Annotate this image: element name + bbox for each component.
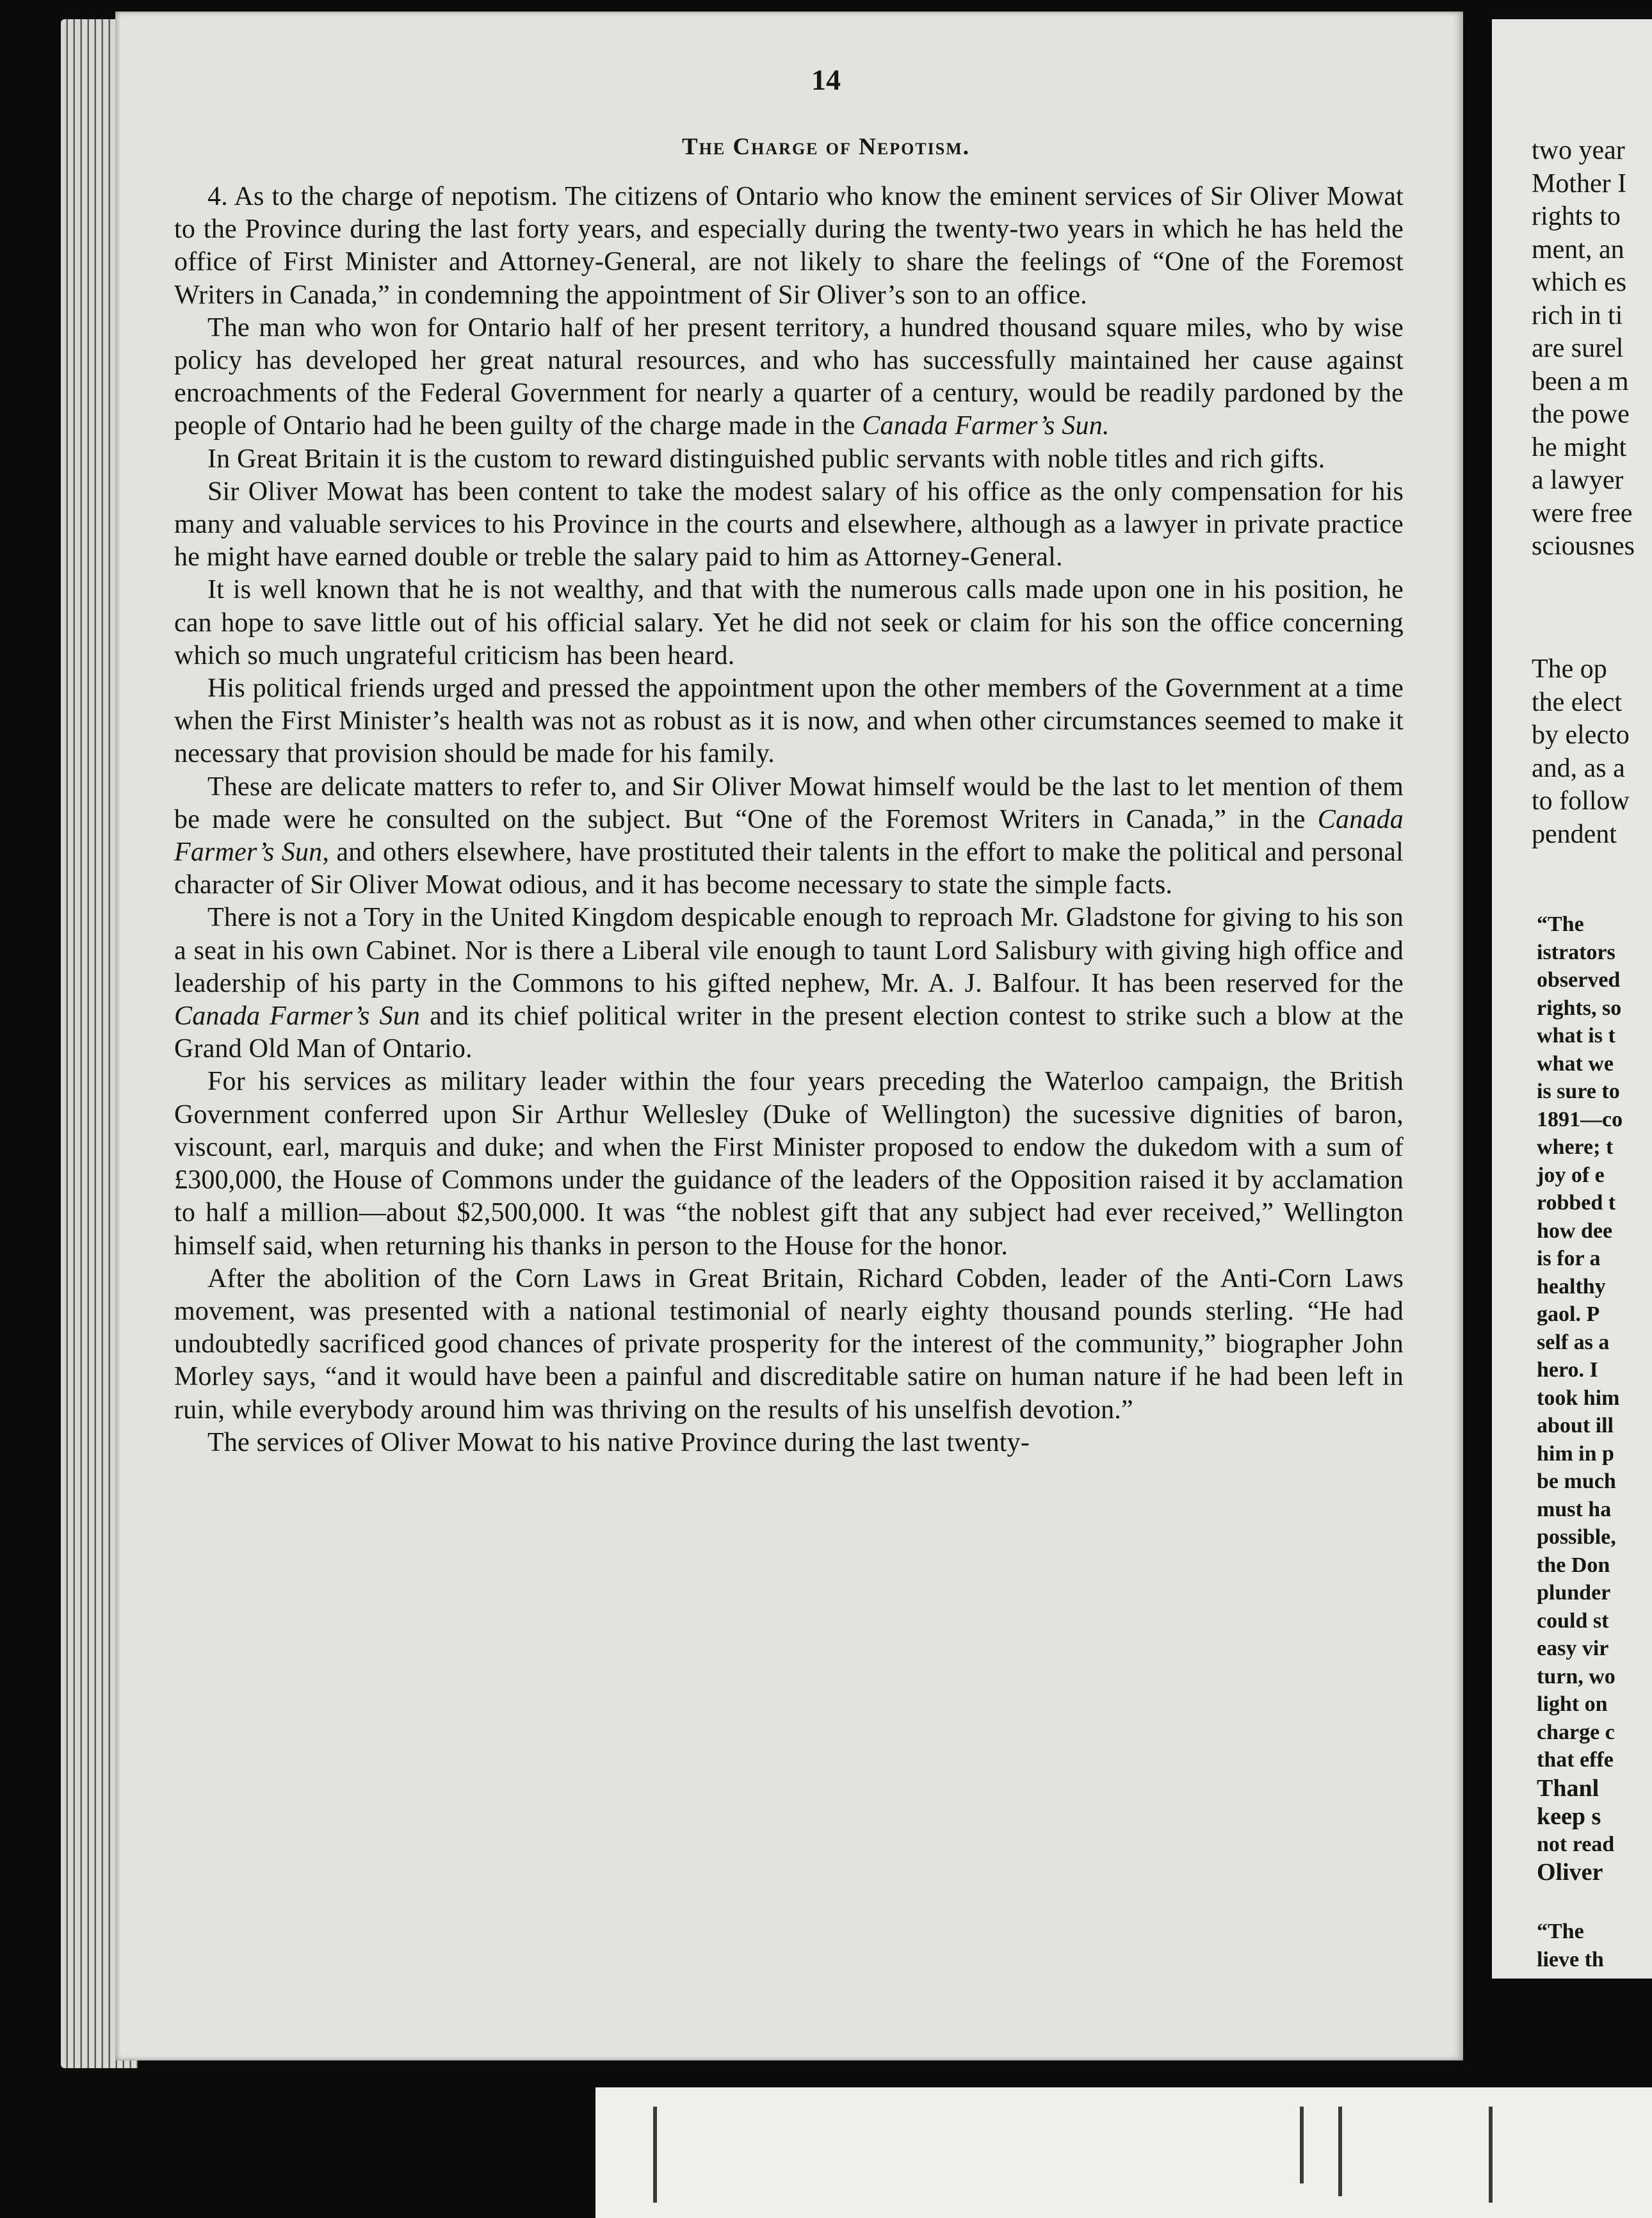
facing-line: him in p: [1537, 1441, 1614, 1466]
facing-line: lieve th: [1537, 1947, 1604, 1971]
facing-line: “The: [1537, 1920, 1584, 1943]
scan-mark: [653, 2107, 657, 2203]
scan-mark: [1300, 2107, 1304, 2183]
facing-line: “The: [1537, 912, 1584, 936]
facing-page-block-1: [1532, 134, 1652, 563]
facing-line: two year: [1532, 136, 1625, 165]
facing-line: sciousnes: [1532, 531, 1635, 561]
facing-line: The op: [1532, 654, 1607, 684]
facing-line: hero. I: [1537, 1358, 1598, 1382]
facing-line: observed: [1537, 968, 1621, 992]
facing-line: and, as a: [1532, 753, 1625, 783]
facing-line: turn, wo: [1537, 1664, 1616, 1688]
facing-line: that effe: [1537, 1748, 1614, 1772]
body-text: [174, 181, 1404, 1459]
facing-page-block-3: [1537, 911, 1652, 1774]
paragraph: Sir Oliver Mowat has been content to take the modest salary of his office as the only compensation for his many and valuable services to his Province in the courts and elsewhere, although as a lawyer in private practice he might have earned double or treble the salary paid to him as Attorney-General.: [174, 476, 1404, 572]
facing-page-block-5: [1537, 1918, 1652, 1973]
facing-line: been a m: [1532, 366, 1629, 396]
facing-line: gaol. P: [1537, 1302, 1600, 1326]
facing-line: pendent: [1532, 819, 1617, 849]
facing-line: robbed t: [1537, 1191, 1616, 1215]
facing-line: could st: [1537, 1608, 1609, 1633]
paragraph: These are delicate matters to refer to, and Sir Oliver Mowat himself would be the last to let mention of them be made were he consulted on the subject. But “One of the Foremost Writers in Canada,” in the Canada Farmer’s Sun, and others elsewhere, have prostituted their talents in the effort to make the political and personal character of Sir Oliver Mowat odious, and it has become necessary to state the simple facts.: [174, 772, 1404, 900]
facing-line: must ha: [1537, 1497, 1612, 1521]
facing-line: ment, an: [1532, 234, 1624, 264]
facing-line: rights to: [1532, 202, 1621, 231]
facing-line: is for a: [1537, 1247, 1601, 1270]
facing-line: Mother I: [1532, 168, 1627, 198]
facing-line: took him: [1537, 1386, 1620, 1410]
facing-line: are surel: [1532, 334, 1624, 363]
facing-line: light on: [1537, 1692, 1608, 1716]
page-number: 14: [811, 63, 841, 96]
paragraph: It is well known that he is not wealthy, and that with the numerous calls made upon one in his position, he can hope to save little out of his official salary. Yet he did not seek or claim for his son the office concerning which so much ungrateful criticism has been heard.: [174, 575, 1404, 670]
facing-page-block-4: [1537, 1775, 1652, 1886]
facing-line: he might: [1532, 432, 1627, 462]
facing-line: is sure to: [1537, 1080, 1620, 1103]
paragraph: The man who won for Ontario half of her present territory, a hundred thousand square miles, who by wise policy has developed her great natural resources, and who has successfully maintained her cause against encroachments of the Federal Government for nearly a quarter of a century, would be readily pardoned by the people of Ontario had he been guilty of the charge made in the Canada Farmer’s Sun.: [174, 312, 1404, 441]
facing-line: Thanl: [1537, 1775, 1599, 1802]
section-title: The Charge of Nepotism.: [681, 134, 971, 160]
facing-line: where; t: [1537, 1135, 1614, 1159]
paragraph: His political friends urged and pressed the appointment upon the other members of the Government at a time when the First Minister’s health was not as robust as it is now, and when other circumstances seemed to make it necessary that provision should be made for his family.: [174, 674, 1404, 769]
facing-line: what is t: [1537, 1024, 1616, 1048]
bottom-page-strip: [595, 2087, 1652, 2218]
scan-mark: [1338, 2107, 1342, 2196]
facing-line: easy vir: [1537, 1637, 1609, 1660]
facing-line: rights, so: [1537, 996, 1622, 1020]
facing-line: keep s: [1537, 1802, 1601, 1830]
facing-line: the powe: [1532, 400, 1630, 429]
facing-line: 1891—co: [1537, 1107, 1623, 1131]
paragraph: In Great Britain it is the custom to reward distinguished public servants with noble titles and rich gifts.: [207, 444, 1325, 474]
facing-line: to follow: [1532, 786, 1630, 816]
facing-line: plunder: [1537, 1581, 1611, 1605]
facing-line: rich in ti: [1532, 300, 1623, 330]
facing-line: possible,: [1537, 1525, 1616, 1549]
facing-line: Oliver: [1537, 1858, 1603, 1886]
paragraph: For his services as military leader within the four years preceding the Waterloo campaign, the British Government conferred upon Sir Arthur Wellesley (Duke of Wellington) the sucessive dignities of baron, viscount, earl, marquis and duke; and when the First Minister proposed to endow the dukedom with a sum of £300,000, the House of Commons under the guidance of the leaders of the Opposition raised it by acclamation to half a million—about $2,500,000. It was “the noblest gift that any subject had ever received,” Wellington himself said, when returning his thanks in person to the House for the honor.: [174, 1067, 1404, 1261]
scan-mark: [1489, 2107, 1493, 2203]
facing-line: were free: [1532, 498, 1633, 528]
facing-line: about ill: [1537, 1414, 1614, 1437]
facing-line: charge c: [1537, 1720, 1615, 1744]
paragraph: There is not a Tory in the United Kingdom despicable enough to reproach Mr. Gladstone for giving to his son a seat in his own Cabinet. Nor is there a Liberal vile enough to taunt Lord Salisbury with giving high office and leadership of his party in the Commons to his gifted nephew, Mr. A. J. Balfour. It has been reserved for the Canada Farmer’s Sun and its chief political writer in the present election contest to strike such a blow at the Grand Old Man of Ontario.: [174, 903, 1404, 1064]
facing-line: a lawyer: [1532, 465, 1624, 495]
facing-line: be much: [1537, 1469, 1616, 1493]
paragraph: After the abolition of the Corn Laws in Great Britain, Richard Cobden, leader of the Anti-Corn Laws movement, was presented with a national testimonial of nearly eighty thousand pounds sterling. “He had undoubtedly sacrificed good chances of private prosperity for the interest of the community,” biographer John Morley says, “and it would have been a painful and discreditable satire on human nature if he had been left in ruin, while everybody around him was thriving on the results of his unselfish devotion.”: [174, 1263, 1404, 1425]
facing-line: the Don: [1537, 1553, 1610, 1577]
facing-line: self as a: [1537, 1330, 1610, 1354]
facing-line: the elect: [1532, 687, 1623, 717]
facing-page-block-2: [1532, 653, 1652, 851]
facing-line: healthy: [1537, 1274, 1606, 1299]
facing-line: istrators: [1537, 940, 1616, 964]
facing-line: how dee: [1537, 1218, 1613, 1243]
facing-line: which es: [1532, 268, 1627, 297]
facing-line: not read: [1537, 1833, 1615, 1856]
facing-line: by electo: [1532, 720, 1630, 750]
paragraph: The services of Oliver Mowat to his native Province during the last twenty-: [207, 1427, 1030, 1457]
facing-line: what we: [1537, 1051, 1614, 1076]
facing-line: joy of e: [1537, 1163, 1605, 1187]
paragraph: 4. As to the charge of nepotism. The citizens of Ontario who know the eminent services of Sir Oliver Mowat to the Province during the last forty years, and especially during the twenty-two years in which he has held the office of First Minister and Attorney-General, are not likely to share the feelings of “One of the Foremost Writers in Canada,” in condemning the appointment of Sir Oliver’s son to an office.: [174, 182, 1404, 310]
